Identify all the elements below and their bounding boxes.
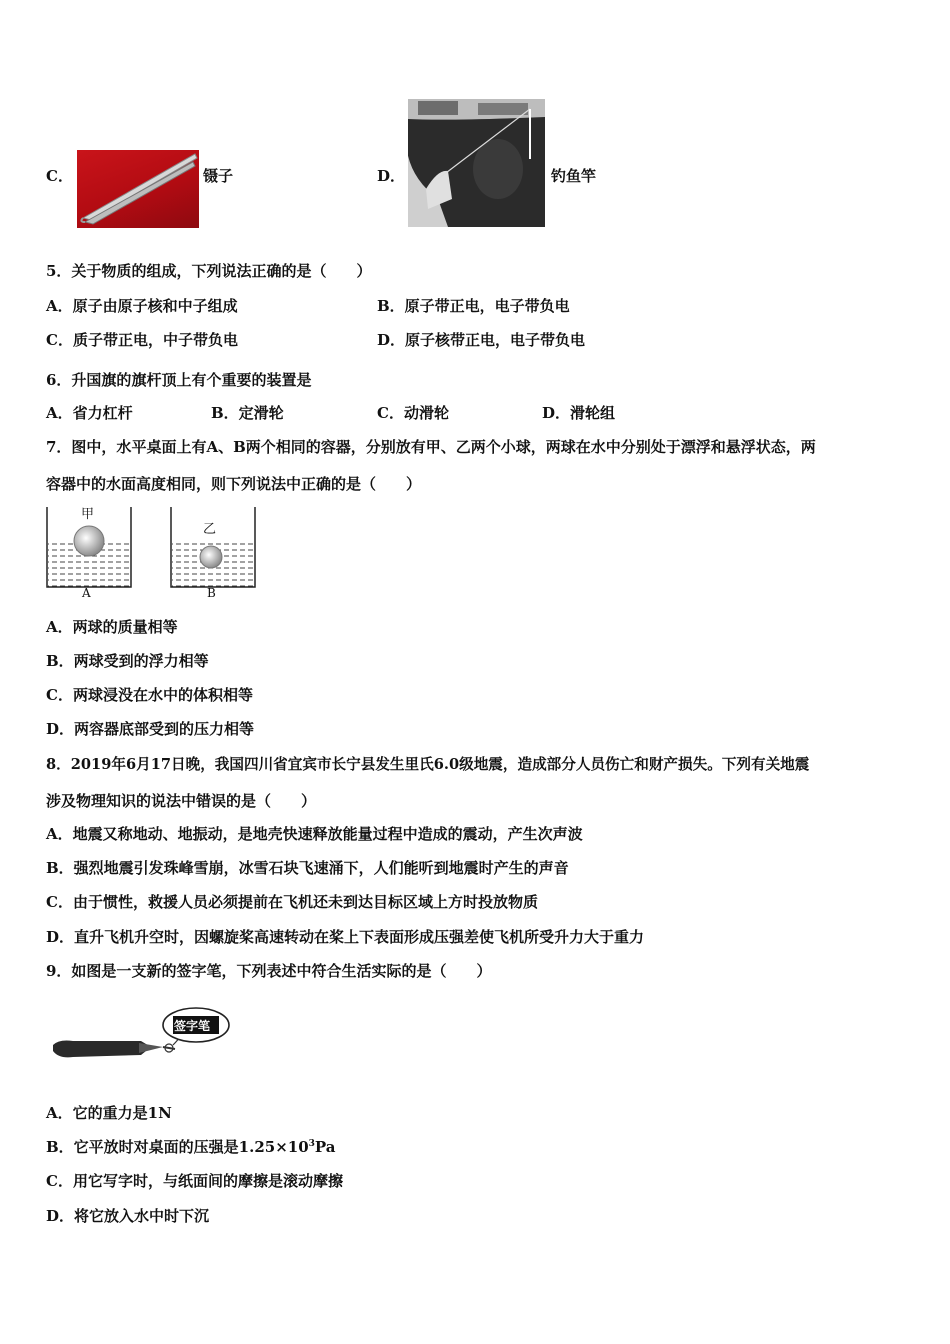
q7-stem-line1: 7．图中，水平桌面上有A、B两个相同的容器，分别放有甲、乙两个小球，两球在水中分别处于漂浮和悬浮状态，两 xyxy=(46,438,816,456)
pen-figure xyxy=(53,1005,233,1075)
q5-option-c: C．质子带正电，中子带负电 xyxy=(46,331,238,349)
q8-option-c: C．由于惯性，救援人员必须提前在飞机还未到达目标区域上方时投放物质 xyxy=(46,893,538,911)
q7-option-a: A．两球的质量相等 xyxy=(46,618,178,636)
q9-option-b-text: B．它平放时对桌面的压强是1.25×10 xyxy=(46,1138,309,1156)
option-c-label: 镊子 xyxy=(203,167,234,185)
q8-stem-line2: 涉及物理知识的说法中错误的是（ ） xyxy=(46,792,317,810)
q6-option-a: A．省力杠杆 xyxy=(46,404,133,422)
q7-option-c: C．两球浸没在水中的体积相等 xyxy=(46,686,253,704)
ball-a-label: 甲 xyxy=(81,507,95,522)
q5-stem: 5．关于物质的组成，下列说法正确的是（ ） xyxy=(46,262,372,280)
q8-option-a: A．地震又称地动、地振动，是地壳快速释放能量过程中造成的震动，产生次声波 xyxy=(46,825,583,843)
q6-stem: 6．升国旗的旗杆顶上有个重要的装置是 xyxy=(46,371,312,389)
fishing-rod-image xyxy=(408,99,545,227)
option-d-label: 钓鱼竿 xyxy=(551,167,597,185)
q7-stem-line2: 容器中的水面高度相同，则下列说法中正确的是（ ） xyxy=(46,475,422,493)
q5-option-b: B．原子带正电，电子带负电 xyxy=(377,297,570,315)
q7-option-d: D．两容器底部受到的压力相等 xyxy=(46,720,255,738)
ball-b-label: 乙 xyxy=(203,522,217,537)
q8-option-b: B．强烈地震引发珠峰雪崩，冰雪石块飞速涌下，人们能听到地震时产生的声音 xyxy=(46,859,569,877)
tweezers-image xyxy=(77,150,199,228)
q7-option-b: B．两球受到的浮力相等 xyxy=(46,652,209,670)
q9-option-d: D．将它放入水中时下沉 xyxy=(46,1207,210,1225)
q9-stem: 9．如图是一支新的签字笔，下列表述中符合生活实际的是（ ） xyxy=(46,962,492,980)
q8-stem-line1: 8．2019年6月17日晚，我国四川省宜宾市长宁县发生里氏6.0级地震，造成部分人员伤亡和财产损失。下列有关地震 xyxy=(46,756,810,773)
q9-option-b-unit: Pa xyxy=(314,1138,336,1156)
q9-option-b xyxy=(46,1136,336,1157)
q9-option-b-exponent: 3 xyxy=(308,1139,315,1149)
option-c-letter: C． xyxy=(46,167,73,185)
q5-option-a: A．原子由原子核和中子组成 xyxy=(46,297,238,315)
option-d-letter: D． xyxy=(377,167,406,185)
container-b-label: B xyxy=(207,586,216,600)
q9-option-c: C．用它写字时，与纸面间的摩擦是滚动摩擦 xyxy=(46,1172,343,1190)
container-a-label: A xyxy=(82,586,91,600)
q6-option-c: C．动滑轮 xyxy=(377,404,449,422)
pen-figure-label: 签字笔 xyxy=(174,1019,211,1033)
q6-option-b: B．定滑轮 xyxy=(211,404,284,422)
q6-option-d: D．滑轮组 xyxy=(542,404,616,422)
q5-option-d: D．原子核带正电，电子带负电 xyxy=(377,331,586,349)
q8-option-d: D．直升飞机升空时，因螺旋桨高速转动在桨上下表面形成压强差使飞机所受升力大于重力 xyxy=(46,928,645,946)
q9-option-a: A．它的重力是1N xyxy=(46,1104,172,1122)
